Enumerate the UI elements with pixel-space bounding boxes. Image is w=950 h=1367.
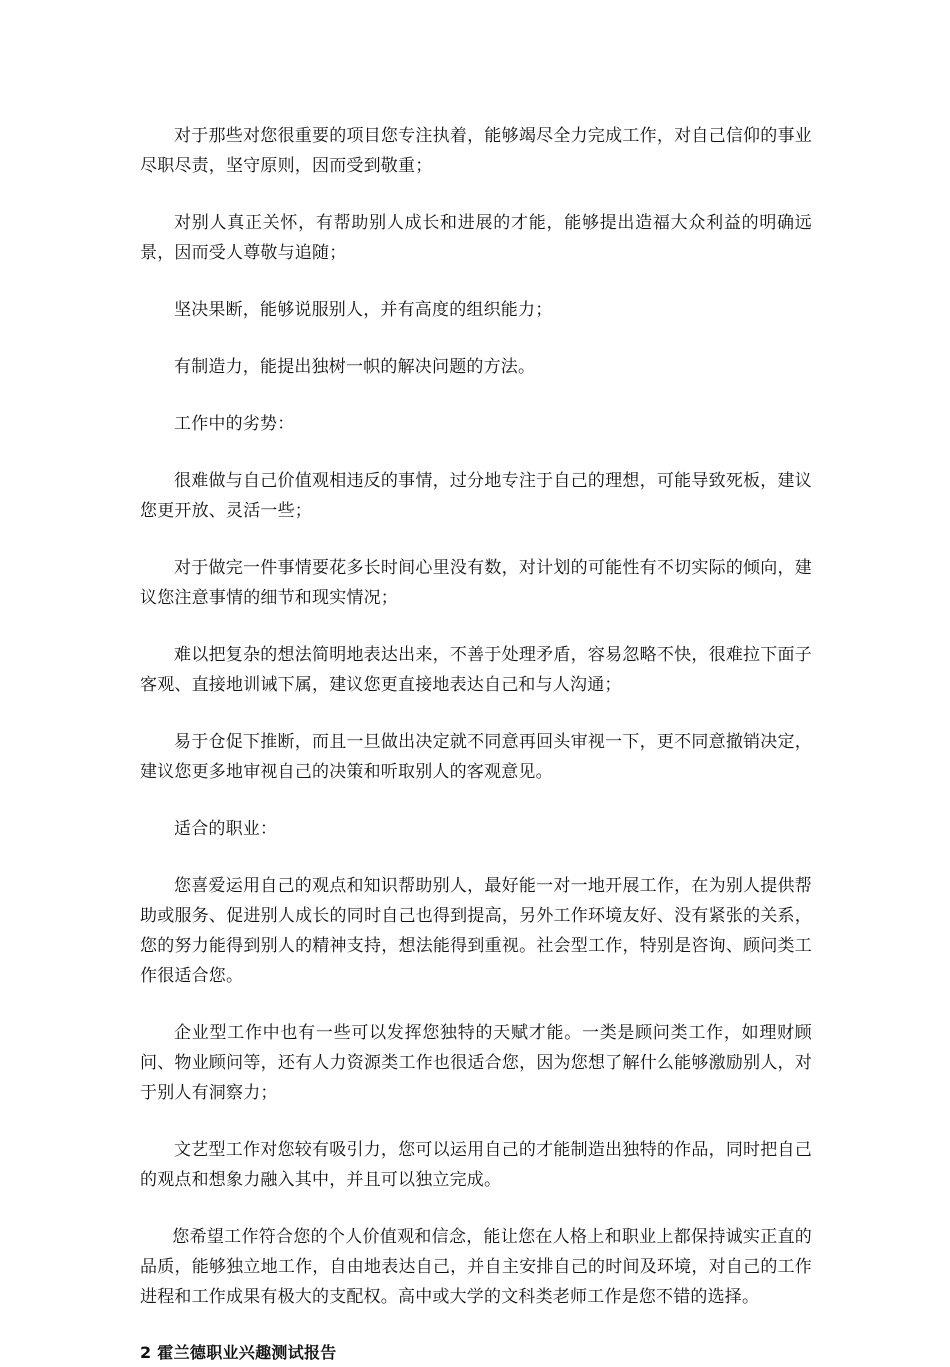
paragraph-strengths-creative: 有制造力，能提出独树一帜的解决问题的方法。: [174, 357, 536, 377]
paragraph-career-summary: 您希望工作符合您的个人价值观和信念，能让您在人格上和职业上都保持诚实正直的品质，能够独立地工作，自由地表达自己，并自主安排自己的时间及环境，对自己的工作进程和工作成果有极大的支配权。高中或大学的文科类老师工作是您不错的选择。: [140, 1227, 812, 1307]
section-heading: 2 霍兰德职业兴趣测试报告: [140, 1343, 337, 1362]
subheading-weaknesses: 工作中的劣势：: [174, 414, 295, 434]
paragraph-career-social: 您喜爱运用自己的观点和知识帮助别人，最好能一对一地开展工作，在为别人提供帮助或服务、促进别人成长的同时自己也得到提高，另外工作环境友好、没有紧张的关系，您的努力能得到别人的精神支持，想法能得到重视。社会型工作，特别是咨询、顾问类工作很适合您。: [140, 876, 812, 986]
paragraph-weakness-expression: 难以把复杂的想法简明地表达出来，不善于处理矛盾，容易忽略不快，很难拉下面子客观、直接地训诫下属，建议您更直接地表达自己和与人沟通；: [140, 645, 812, 695]
paragraph-career-artistic: 文艺型工作对您较有吸引力，您可以运用自己的才能制造出独特的作品，同时把自己的观点和想象力融入其中，并且可以独立完成。: [140, 1140, 812, 1190]
paragraph-strengths-caring: 对别人真正关怀，有帮助别人成长和进展的才能，能够提出造福大众利益的明确远景，因而受人尊敬与追随；: [140, 213, 812, 263]
paragraph-weakness-planning: 对于做完一件事情要花多长时间心里没有数，对计划的可能性有不切实际的倾向，建议您注意事情的细节和现实情况；: [140, 558, 812, 608]
paragraph-weakness-values: 很难做与自己价值观相违反的事情，过分地专注于自己的理想，可能导致死板，建议您更开放、灵活一些；: [140, 471, 812, 521]
paragraph-weakness-hasty: 易于仓促下推断，而且一旦做出决定就不同意再回头审视一下，更不同意撤销决定，建议您更多地审视自己的决策和听取别人的客观意见。: [140, 732, 812, 782]
paragraph-strengths-decisive: 坚决果断，能够说服别人，并有高度的组织能力；: [174, 300, 553, 320]
subheading-suitable-careers: 适合的职业：: [174, 819, 278, 839]
paragraph-strengths-dedication: 对于那些对您很重要的项目您专注执着，能够竭尽全力完成工作，对自己信仰的事业尽职尽责，坚守原则，因而受到敬重；: [140, 126, 812, 176]
document-body: [140, 121, 812, 1367]
paragraph-career-enterprising: 企业型工作中也有一些可以发挥您独特的天赋才能。一类是顾问类工作，如理财顾问、物业顾问等，还有人力资源类工作也很适合您，因为您想了解什么能够激励别人，对于别人有洞察力；: [140, 1023, 812, 1103]
